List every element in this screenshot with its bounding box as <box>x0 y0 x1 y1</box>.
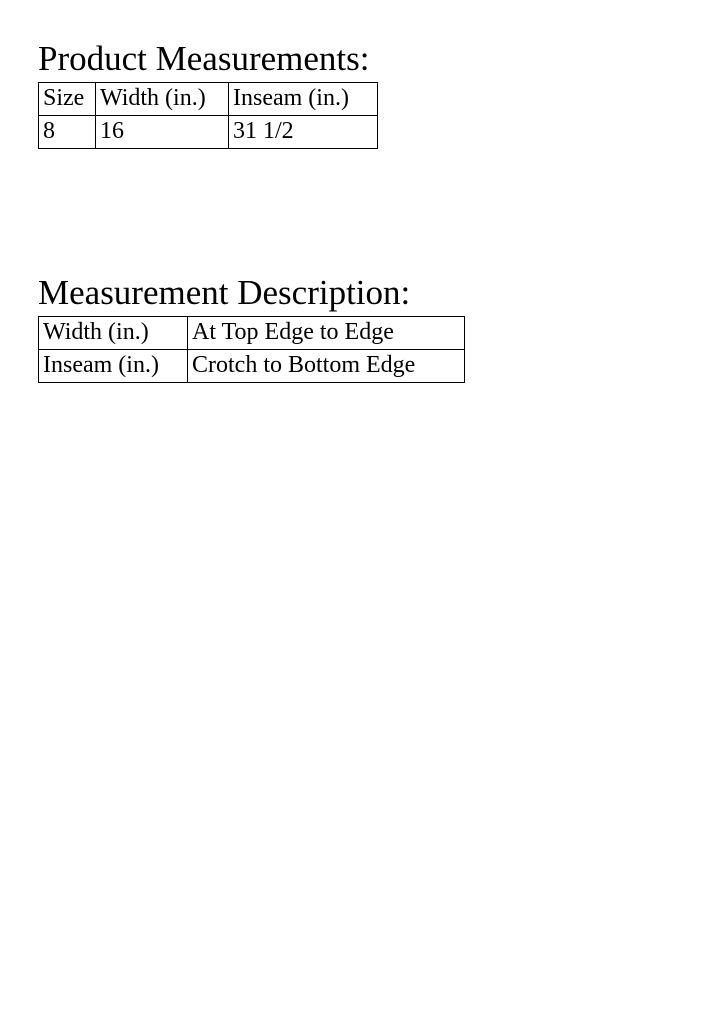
product-measurements-section <box>38 40 378 149</box>
cell-measure-name: Width (in.) <box>39 317 188 350</box>
cell-measure-name: Inseam (in.) <box>39 350 188 383</box>
column-header-inseam: Inseam (in.) <box>229 83 378 116</box>
product-measurements-table <box>38 82 378 149</box>
cell-width: 16 <box>96 116 229 149</box>
table-row <box>39 83 378 116</box>
measurement-description-title: Measurement Description: <box>38 273 411 312</box>
table-header <box>39 83 378 116</box>
column-header-width: Width (in.) <box>96 83 229 116</box>
cell-measure-description: At Top Edge to Edge <box>188 317 465 350</box>
cell-inseam: 31 1/2 <box>229 116 378 149</box>
product-measurements-title: Product Measurements: <box>38 39 370 78</box>
table-row <box>39 350 465 383</box>
cell-measure-description: Crotch to Bottom Edge <box>188 350 465 383</box>
table-row <box>39 317 465 350</box>
measurement-description-table <box>38 316 465 383</box>
table-body <box>39 116 378 149</box>
table-row <box>39 116 378 149</box>
measurement-description-section <box>38 274 465 383</box>
column-header-size: Size <box>39 83 96 116</box>
table-body <box>39 317 465 383</box>
cell-size: 8 <box>39 116 96 149</box>
